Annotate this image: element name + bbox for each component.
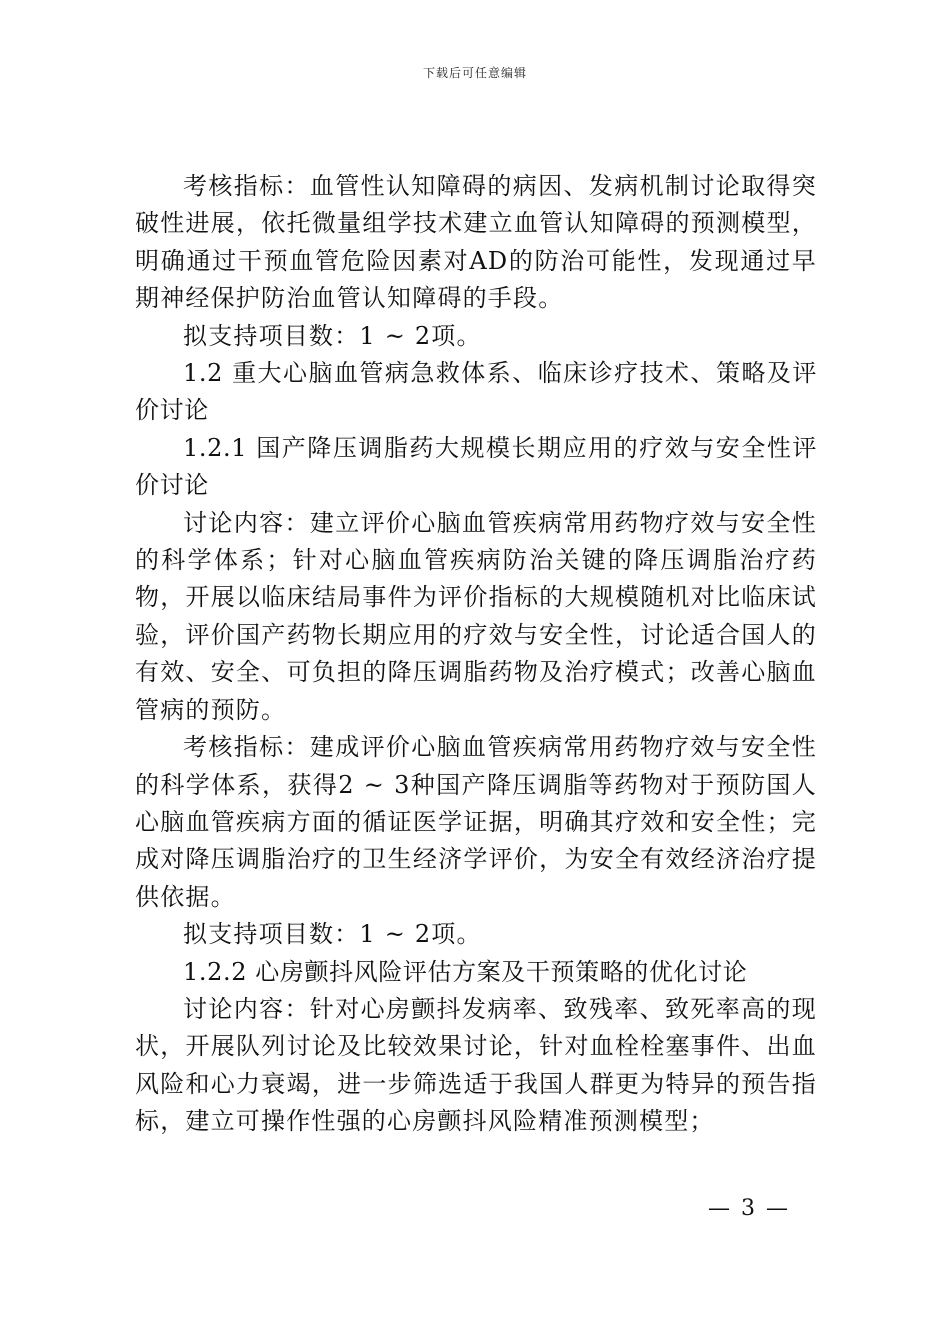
document-body xyxy=(135,168,817,1141)
paragraph-discussion-content-2: 讨论内容：针对心房颤抖发病率、致残率、致死率高的现状，开展队列讨论及比较效果讨论，针对血栓栓塞事件、出血风险和心力衰竭，进一步筛选适于我国人群更为特异的预告指标，建立可操作性强的心房颤抖风险精准预测模型； xyxy=(135,994,817,1136)
section-heading-1-2: 1.2 重大心脑血管病急救体系、临床诊疗技术、策略及评价讨论 xyxy=(135,359,817,425)
paragraph-discussion-content-1: 讨论内容：建立评价心脑血管疾病常用药物疗效与安全性的科学体系；针对心脑血管疾病防治关键的降压调脂治疗药物，开展以临床结局事件为评价指标的大规模随机对比临床试验，评价国产药物长期应用的疗效与安全性，讨论适合国人的有效、安全、可负担的降压调脂药物及治疗模式；改善心脑血管病的预防。 xyxy=(135,508,817,724)
paragraph-assessment-indicators-2: 考核指标：建成评价心脑血管疾病常用药物疗效与安全性的科学体系，获得2 ~ 3种国产降压调脂等药物对于预防国人心脑血管疾病方面的循证医学证据，明确其疗效和安全性；完成对降压调脂治疗的卫生经济学评价，为安全有效经济治疗提供依据。 xyxy=(135,733,817,911)
paragraph-project-count-2: 拟支持项目数：1 ~ 2项。 xyxy=(183,920,482,949)
page-header-note: 下载后可任意编辑 xyxy=(422,66,527,80)
section-heading-1-2-2: 1.2.2 心房颤抖风险评估方案及干预策略的优化讨论 xyxy=(183,957,748,986)
paragraph-assessment-indicators-1: 考核指标：血管性认知障碍的病因、发病机制讨论取得突破性进展，依托微量组学技术建立血管认知障碍的预测模型，明确通过干预血管危险因素对AD的防治可能性，发现通过早期神经保护防治血管认知障碍的手段。 xyxy=(135,172,817,313)
paragraph-project-count-1: 拟支持项目数：1 ~ 2项。 xyxy=(183,321,482,350)
section-heading-1-2-1: 1.2.1 国产降压调脂药大规模长期应用的疗效与安全性评价讨论 xyxy=(135,433,817,500)
page-number: — 3 — xyxy=(708,1196,790,1221)
